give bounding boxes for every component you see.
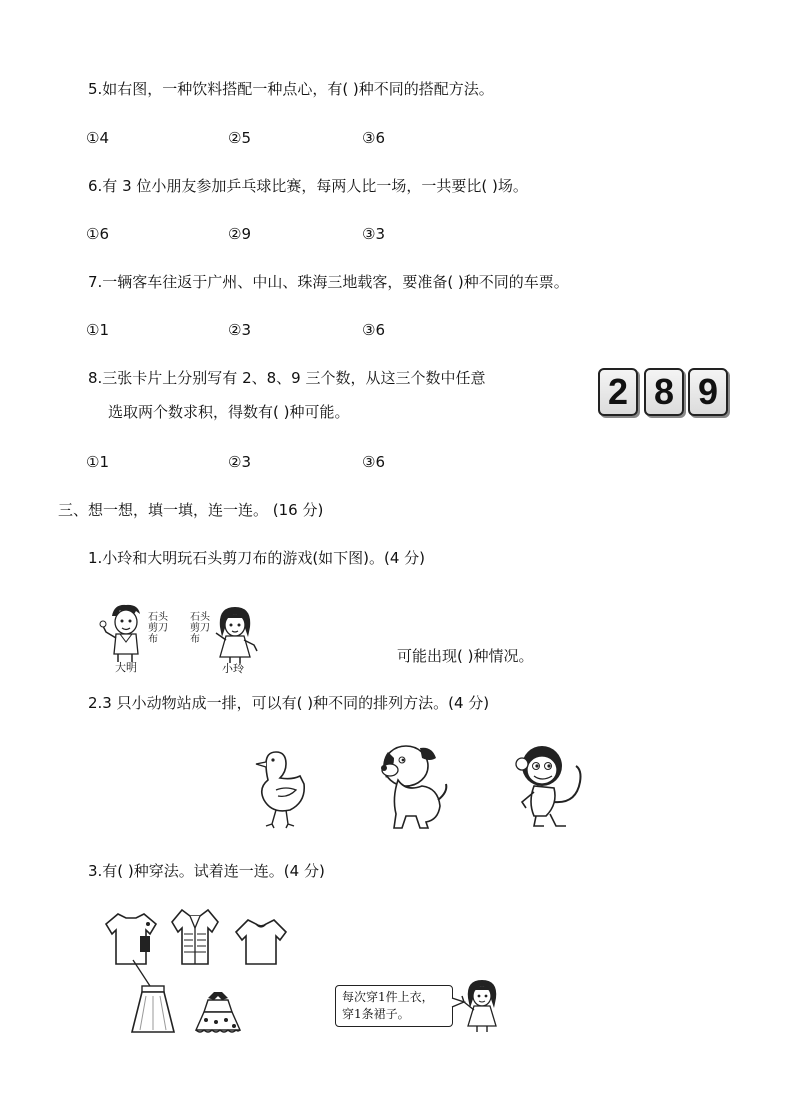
question-6-text: 6.有 3 位小朋友参加乒乓球比赛，每两人比一场，一共要比( )场。 bbox=[88, 177, 528, 195]
q6-option-3[interactable]: ③3 bbox=[362, 225, 385, 243]
number-card-8: 8 bbox=[644, 368, 684, 416]
q8-option-3[interactable]: ③6 bbox=[362, 453, 385, 471]
question-8-line-1: 8.三张卡片上分别写有 2、8、9 三个数，从这三个数中任意 bbox=[88, 369, 486, 387]
speech-bubble-line-2: 穿1条裙子。 bbox=[342, 1007, 410, 1021]
q5-option-1[interactable]: ①4 bbox=[86, 129, 109, 147]
q6-option-1[interactable]: ①6 bbox=[86, 225, 109, 243]
q7-option-2[interactable]: ②3 bbox=[228, 321, 251, 339]
q5-option-3[interactable]: ③6 bbox=[362, 129, 385, 147]
q8-option-1[interactable]: ①1 bbox=[86, 453, 109, 471]
problem-3-text: 3.有( )种穿法。试着连一连。(4 分) bbox=[88, 862, 325, 880]
skirt-2-icon[interactable] bbox=[192, 990, 246, 1036]
section-3-heading: 三、想一想，填一填，连一连。 (16 分) bbox=[58, 501, 324, 519]
problem-1-answer-text: 可能出现( )种情况。 bbox=[397, 647, 534, 665]
girl-figure-icon bbox=[460, 978, 504, 1034]
problem-1-text: 1.小玲和大明玩石头剪刀布的游戏(如下图)。(4 分) bbox=[88, 549, 426, 567]
number-card-9: 9 bbox=[688, 368, 728, 416]
question-7-text: 7.一辆客车往返于广州、中山、珠海三地载客，要准备( )种不同的车票。 bbox=[88, 273, 569, 291]
question-8-line-2: 选取两个数求积，得数有( )种可能。 bbox=[108, 403, 350, 421]
problem-2-text: 2.3 只小动物站成一排，可以有( )种不同的排列方法。(4 分) bbox=[88, 694, 490, 712]
q5-option-2[interactable]: ②5 bbox=[228, 129, 251, 147]
girl-speech-words: 石头 剪刀 布 bbox=[190, 612, 210, 645]
q8-option-2[interactable]: ②3 bbox=[228, 453, 251, 471]
number-card-2: 2 bbox=[598, 368, 638, 416]
q7-option-3[interactable]: ③6 bbox=[362, 321, 385, 339]
speech-bubble-line-1: 每次穿1件上衣， bbox=[342, 990, 434, 1004]
skirt-1-icon[interactable] bbox=[130, 984, 178, 1036]
boy-speech-words: 石头 剪刀 布 bbox=[148, 612, 168, 645]
question-5-text: 5.如右图，一种饮料搭配一种点心，有( )种不同的搭配方法。 bbox=[88, 80, 494, 98]
q6-option-2[interactable]: ②9 bbox=[228, 225, 251, 243]
girl-name-label: 小玲 bbox=[222, 662, 244, 675]
speech-bubble bbox=[335, 985, 453, 1027]
q7-option-1[interactable]: ①1 bbox=[86, 321, 109, 339]
boy-name-label: 大明 bbox=[115, 661, 137, 674]
